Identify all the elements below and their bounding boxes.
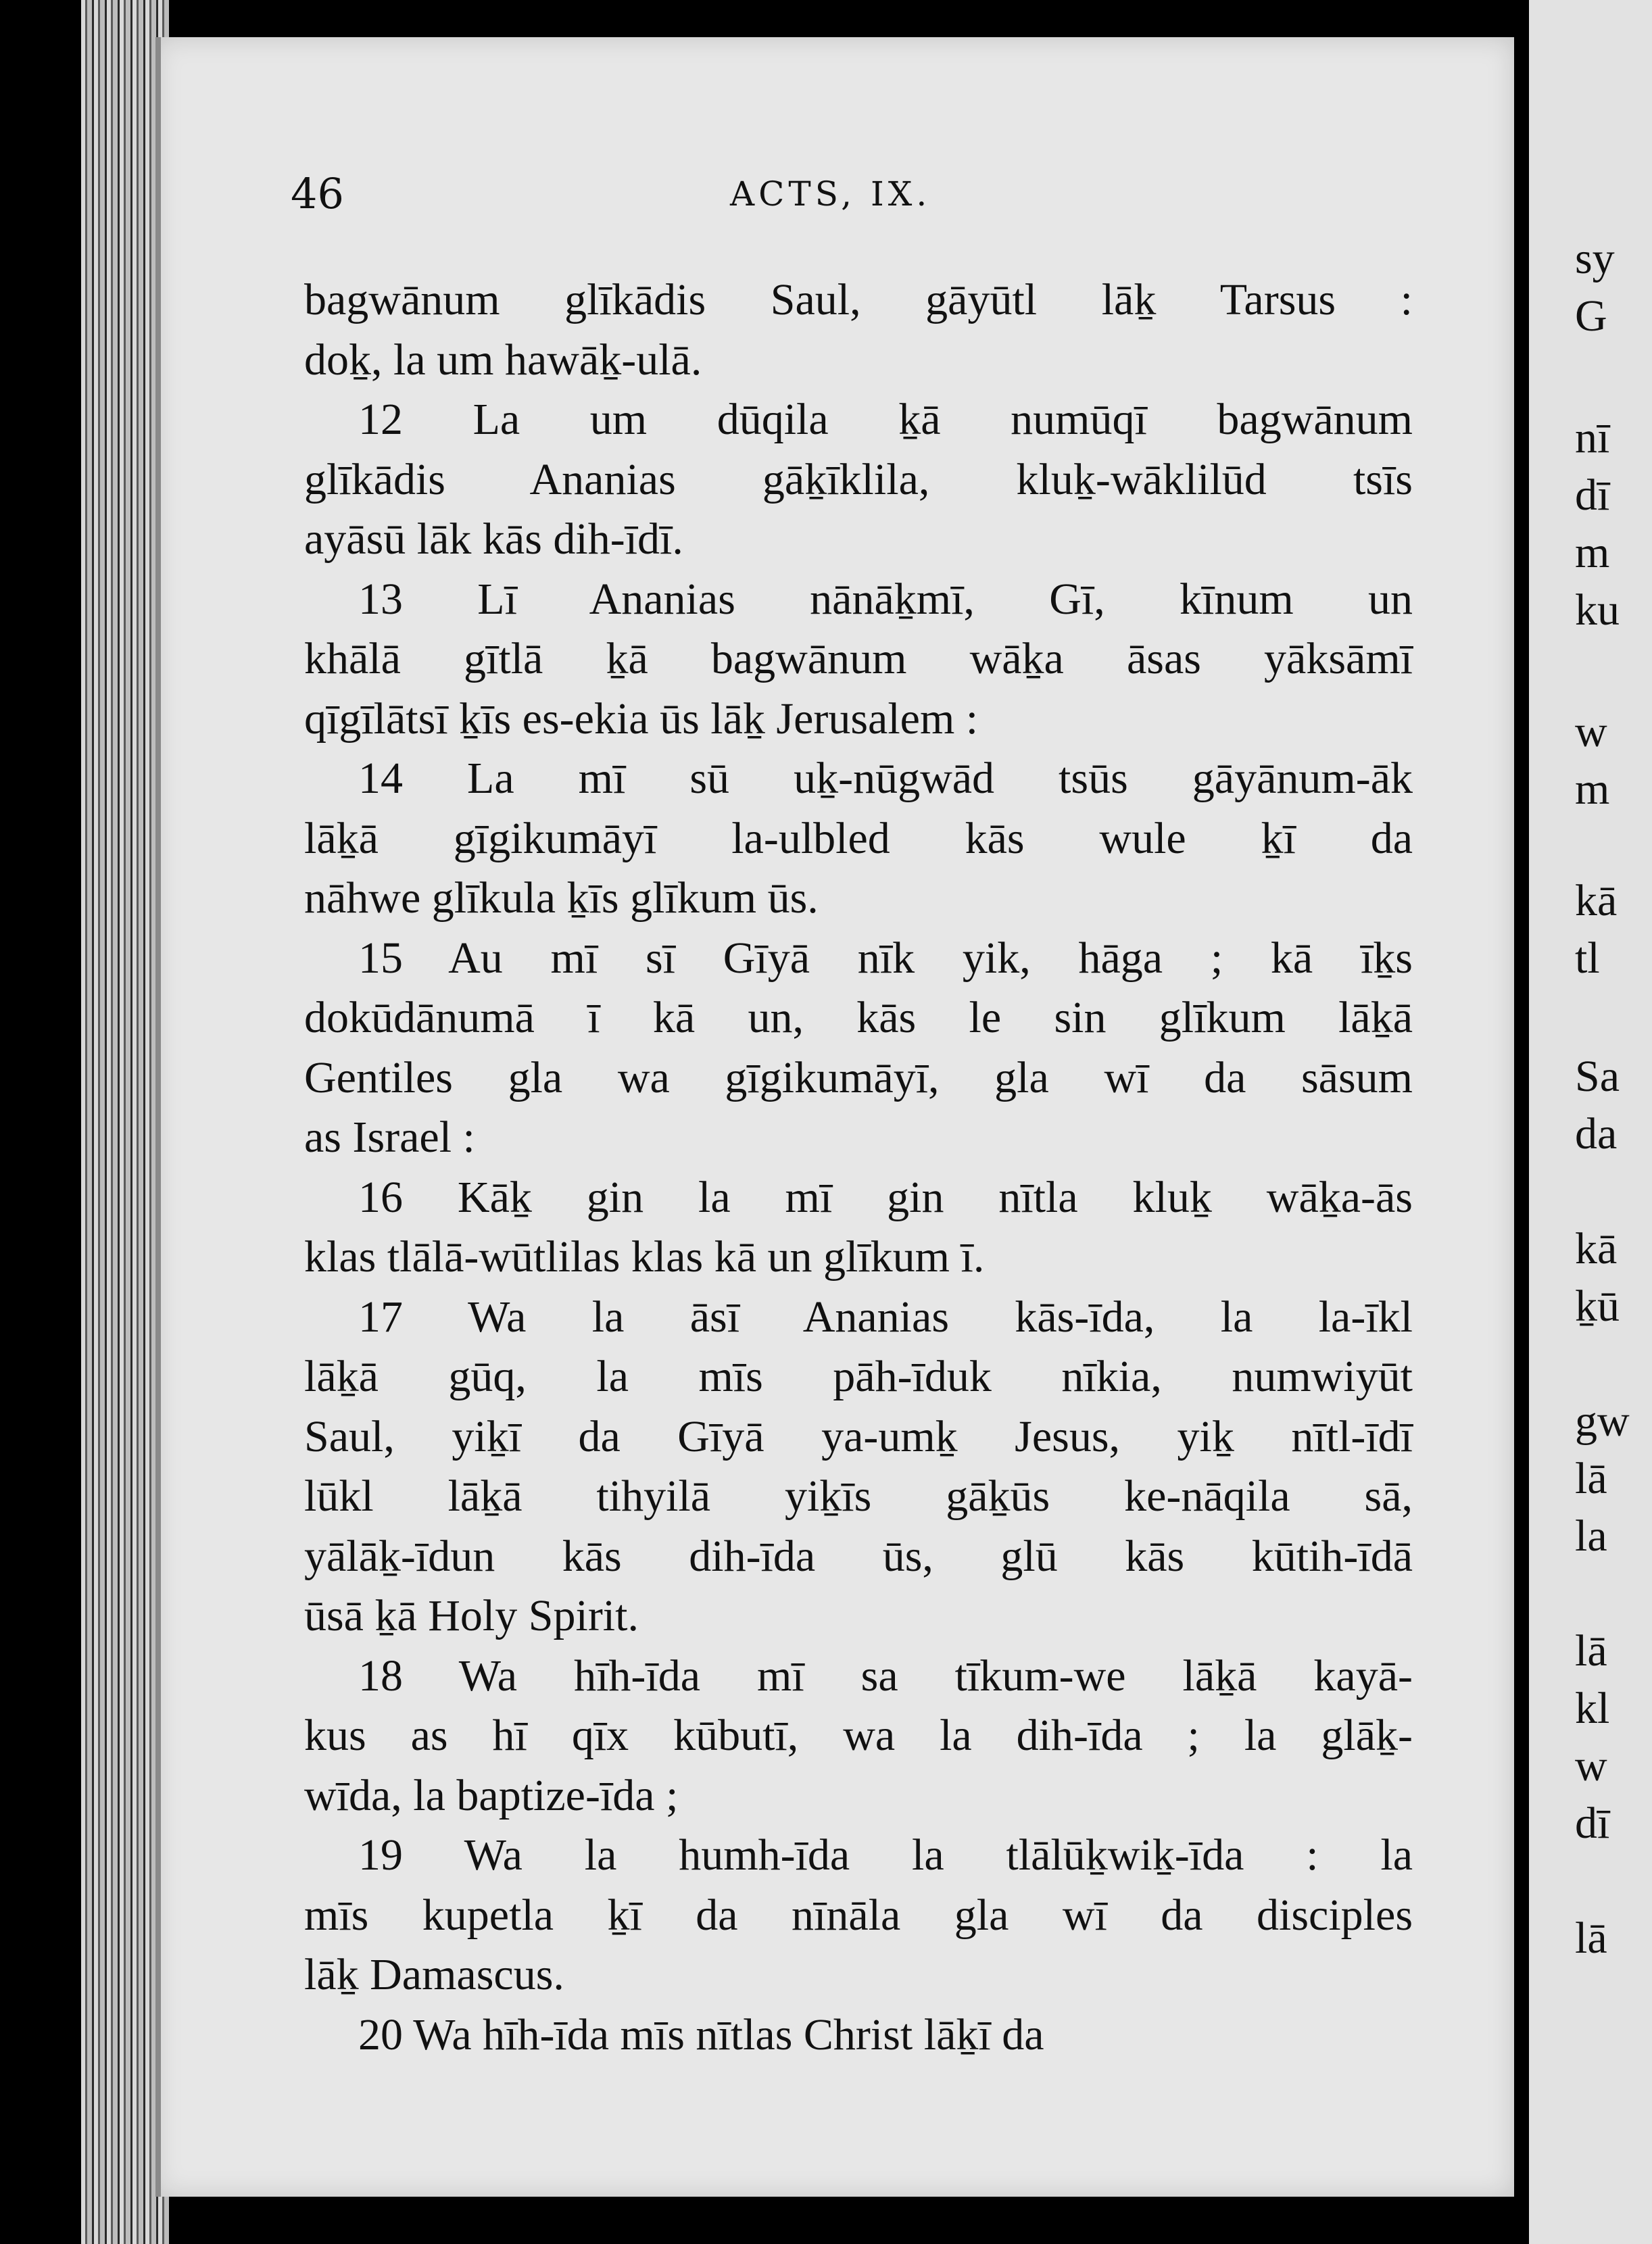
facing-fragment: gw — [1575, 1396, 1630, 1446]
text-line: lāḵā gūq, la mīs pāh-īduk nīkia, numwiyūt — [304, 1352, 1413, 1401]
facing-fragment: lā — [1575, 1454, 1607, 1503]
text-line: qīgīlātsī ḵīs es-ekia ūs lāḵ Jerusalem : — [304, 693, 979, 743]
verse-13-start: 13 Lī Ananias nānāḵmī, Gī, kīnum un — [358, 574, 1413, 624]
text-line: khālā gītlā ḵā bagwānum wāḵa āsas yāksāmī — [304, 634, 1413, 683]
text-line: ūsā ḵā Holy Spirit. — [304, 1591, 639, 1640]
facing-fragment: la — [1575, 1511, 1607, 1561]
text-line: klas tlālā-wūtlilas klas kā un glīkum ī. — [304, 1232, 985, 1282]
verse-18-start: 18 Wa hīh-īda mī sa tīkum-we lāḵā kayā- — [358, 1651, 1413, 1701]
text-line: glīkādis Ananias gāḵīklila, kluḵ-wāklilūd tsīs — [304, 454, 1413, 504]
verse-text-block — [304, 270, 1413, 2065]
verse-19-start: 19 Wa la humh-īda la tlālūḵwiḵ-īda : la — [358, 1830, 1413, 1880]
text-line: doḵ, la um hawāḵ-ulā. — [304, 335, 702, 385]
text-line: yālāḵ-īdun kās dih-īda ūs, glū kās kūtih-īdā — [304, 1531, 1413, 1581]
facing-fragment: sy — [1575, 234, 1615, 283]
facing-fragment: lā — [1575, 1626, 1607, 1676]
facing-fragment: ḵū — [1575, 1282, 1620, 1331]
page-number: 46 — [291, 169, 344, 218]
facing-fragment: kā — [1575, 876, 1618, 925]
text-line: mīs kupetla ḵī da nīnāla gla wī da disciples — [304, 1890, 1413, 1940]
text-line: as Israel : — [304, 1113, 475, 1162]
facing-fragment: tl — [1575, 933, 1600, 983]
facing-fragment: lā — [1575, 1913, 1607, 1963]
facing-fragment: G — [1575, 291, 1607, 341]
verse-14-start: 14 La mī sū uḵ-nūgwād tsūs gāyānum-āk — [358, 754, 1413, 803]
text-line: lūkl lāḵā tihyilā yiḵīs gāḵūs ke-nāqila sā, — [304, 1471, 1413, 1521]
verse-20-start: 20 Wa hīh-īda mīs nītlas Christ lāḵī da — [358, 2009, 1044, 2059]
text-line: dokūdānumā ī kā un, kās le sin glīkum lāḵā — [304, 993, 1413, 1042]
facing-fragment: m — [1575, 764, 1610, 814]
facing-fragment: nī — [1575, 413, 1610, 462]
text-line: lāḵ Damascus. — [304, 1950, 564, 1999]
facing-fragment: dī — [1575, 1799, 1610, 1848]
facing-fragment: w — [1575, 1741, 1607, 1790]
facing-fragment: Sa — [1575, 1052, 1620, 1101]
verse-12-start: 12 La um dūqila ḵā numūqī bagwānum — [358, 395, 1413, 444]
text-line: nāhwe glīkula ḵīs glīkum ūs. — [304, 873, 819, 923]
text-line: Gentiles gla wa gīgikumāyī, gla wī da sāsum — [304, 1052, 1413, 1102]
verse-15-start: 15 Au mī sī Gīyā nīk yik, hāga ; kā īḵs — [358, 933, 1413, 983]
facing-fragment: w — [1575, 707, 1607, 756]
running-head: ACTS, IX. — [730, 174, 931, 214]
facing-fragment: da — [1575, 1109, 1618, 1158]
facing-fragment: dī — [1575, 470, 1610, 520]
page-rule — [155, 37, 161, 2197]
text-line: lāḵā gīgikumāyī la-ulbled kās wule ḵī da — [304, 813, 1413, 863]
facing-fragment: ku — [1575, 585, 1620, 635]
text-line: kus as hī qīx kūbutī, wa la dih-īda ; la glāḵ- — [304, 1711, 1413, 1760]
page-header — [291, 169, 1440, 230]
text-line: wīda, la baptize-īda ; — [304, 1770, 679, 1820]
text-line: ayāsū lāk kās dih-īdī. — [304, 514, 683, 564]
facing-fragment: kl — [1575, 1684, 1610, 1733]
verse-16-start: 16 Kāḵ gin la mī gin nītla kluḵ wāḵa-ās — [358, 1172, 1413, 1222]
verse-17-start: 17 Wa la āsī Ananias kās-īda, la la-īkl — [358, 1292, 1413, 1342]
facing-fragment: m — [1575, 528, 1610, 577]
text-line: bagwānum glīkādis Saul, gāyūtl lāḵ Tarsus : — [304, 275, 1413, 324]
text-line: Saul, yiḵī da Gīyā ya-umḵ Jesus, yiḵ nītl-īdī — [304, 1411, 1413, 1461]
facing-fragment: kā — [1575, 1224, 1618, 1273]
